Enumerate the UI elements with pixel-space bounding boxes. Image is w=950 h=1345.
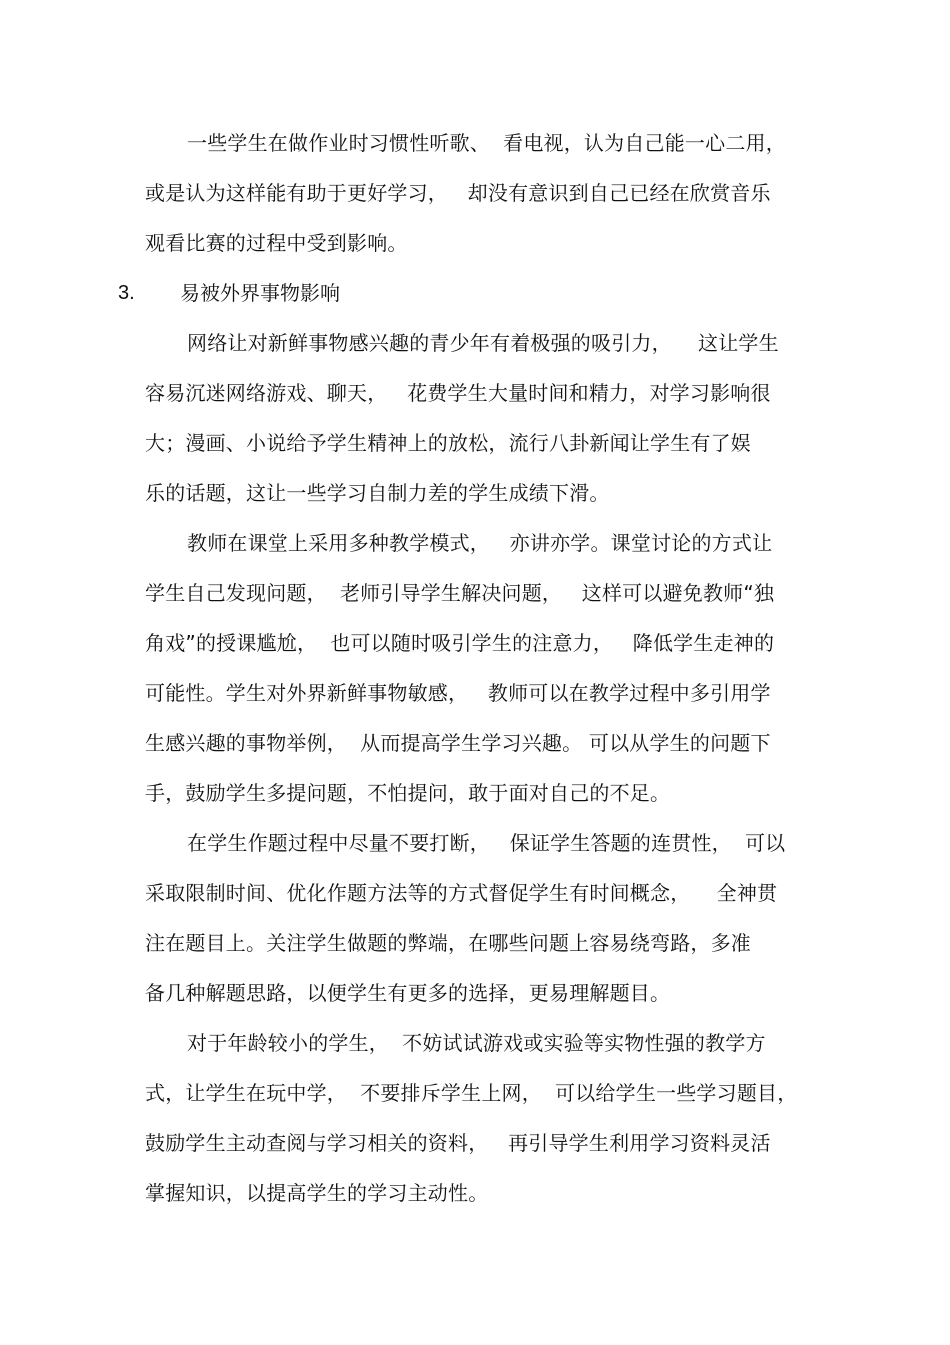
section-3-line-3: 注在题目上。关注学生做题的弊端，在哪些问题上容易绕弯路，多准 (145, 931, 751, 955)
paragraph-1-line-3: 观看比赛的过程中受到影响。 (145, 231, 408, 255)
section-1-line-1: 网络让对新鲜事物感兴趣的青少年有着极强的吸引力， 这让学生 (187, 331, 779, 355)
section-4-line-3: 鼓励学生主动查阅与学习相关的资料， 再引导学生利用学习资料灵活 (145, 1131, 771, 1155)
section-3-line-1: 在学生作题过程中尽量不要打断， 保证学生答题的连贯性， 可以 (187, 831, 786, 855)
paragraph-1-line-2: 或是认为这样能有助于更好学习， 却没有意识到自己已经在欣赏音乐 (145, 181, 771, 205)
paragraph-1-line-1: 一些学生在做作业时习惯性听歌、 看电视，认为自己能一心二用， (187, 131, 786, 155)
section-2-line-2: 学生自己发现问题， 老师引导学生解决问题， 这样可以避免教师“独 (145, 581, 775, 605)
section-4-line-1: 对于年龄较小的学生， 不妨试试游戏或实验等实物性强的教学方 (187, 1031, 766, 1055)
section-2-line-4: 可能性。学生对外界新鲜事物敏感， 教师可以在教学过程中多引用学 (145, 681, 771, 705)
section-1-line-2: 容易沉迷网络游戏、聊天， 花费学生大量时间和精力，对学习影响很 (145, 381, 771, 405)
section-1-line-4: 乐的话题，这让一些学习自制力差的学生成绩下滑。 (145, 481, 610, 505)
section-heading: 易被外界事物影响 (180, 281, 340, 305)
section-number: 3. (118, 282, 135, 304)
section-3-line-2: 采取限制时间、优化作题方法等的方式督促学生有时间概念， 全神贯 (145, 881, 778, 905)
section-4-line-4: 掌握知识，以提高学生的学习主动性。 (145, 1181, 489, 1205)
section-2-line-6: 手，鼓励学生多提问题，不怕提问，敢于面对自己的不足。 (145, 781, 671, 805)
section-2-line-5: 生感兴趣的事物举例， 从而提高学生学习兴趣。 可以从学生的问题下 (145, 731, 771, 755)
section-2-line-1: 教师在课堂上采用多种教学模式， 亦讲亦学。课堂讨论的方式让 (187, 531, 773, 555)
section-2-line-3: 角戏”的授课尴尬， 也可以随时吸引学生的注意力， 降低学生走神的 (145, 631, 775, 655)
section-1-line-3: 大；漫画、小说给予学生精神上的放松，流行八卦新闻让学生有了娱 (145, 431, 751, 455)
section-3-line-4: 备几种解题思路，以便学生有更多的选择，更易理解题目。 (145, 981, 671, 1005)
section-4-line-2: 式，让学生在玩中学， 不要排斥学生上网， 可以给学生一些学习题目， (145, 1081, 798, 1105)
